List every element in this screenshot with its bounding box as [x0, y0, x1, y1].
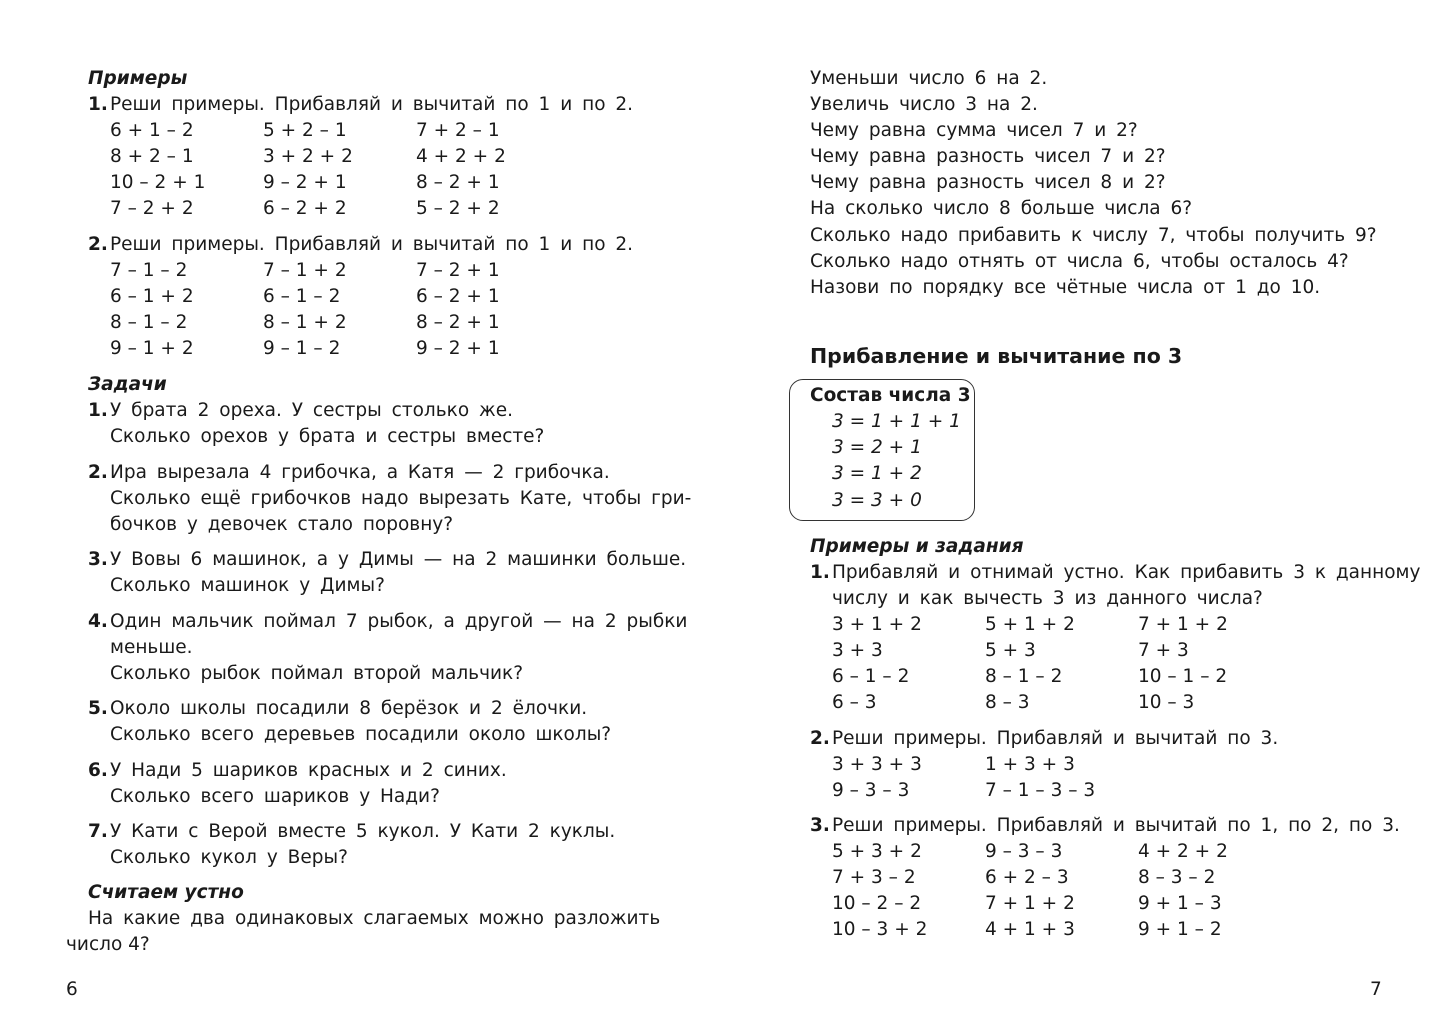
example: 10 – 3: [1138, 692, 1195, 713]
example: 5 + 3: [985, 640, 1036, 661]
exercise-text: Прибавляй и отнимай устно. Как прибавить 3 к данному: [832, 562, 1421, 583]
example: 9 – 2 + 1: [263, 172, 347, 193]
example: 6 – 2 + 2: [263, 198, 347, 219]
page-number: 6: [66, 979, 78, 1000]
example: 9 + 1 – 2: [1138, 919, 1222, 940]
example: 7 + 1 + 2: [985, 893, 1075, 914]
example: 3 + 3 + 3: [832, 754, 922, 775]
examples-heading: Примеры и задания: [810, 536, 1024, 557]
example: 10 – 3 + 2: [832, 919, 928, 940]
example: 7 – 1 – 3 – 3: [985, 780, 1096, 801]
question-line: Чему равна разность чисел 7 и 2?: [810, 146, 1166, 167]
page-number: 7: [1370, 979, 1382, 1000]
oral-heading: Считаем устно: [88, 882, 244, 903]
example: 6 – 1 – 2: [832, 666, 910, 687]
example: 6 + 2 – 3: [985, 867, 1069, 888]
exercise-text: Реши примеры. Прибавляй и вычитай по 1, по 2, по 3.: [832, 815, 1400, 836]
task-number: 4.: [88, 611, 108, 632]
example: 8 + 2 – 1: [110, 146, 194, 167]
example: 1 + 3 + 3: [985, 754, 1075, 775]
example: 7 + 3 – 2: [832, 867, 916, 888]
example: 7 + 2 – 1: [416, 120, 500, 141]
task-line: У брата 2 ореха. У сестры столько же.: [110, 400, 513, 421]
example: 8 – 2 + 1: [416, 312, 500, 333]
question-line: На сколько число 8 больше числа 6?: [810, 198, 1193, 219]
example: 4 + 2 + 2: [1138, 841, 1228, 862]
task-line: Сколько всего деревьев посадили около школы?: [110, 724, 612, 745]
example: 7 – 1 – 2: [110, 260, 188, 281]
example: 3 + 2 + 2: [263, 146, 353, 167]
task-line: Сколько ещё грибочков надо вырезать Кате, чтобы гри-: [110, 488, 692, 509]
example: 9 – 2 + 1: [416, 338, 500, 359]
example: 8 – 3 – 2: [1138, 867, 1216, 888]
task-number: 7.: [88, 821, 108, 842]
task-line: Сколько машинок у Димы?: [110, 575, 385, 596]
task-line: меньше.: [110, 637, 193, 658]
example: 8 – 3: [985, 692, 1030, 713]
example: 9 + 1 – 3: [1138, 893, 1222, 914]
examples-heading: Примеры: [88, 68, 188, 89]
task-number: 2.: [88, 462, 108, 483]
exercise-text: Реши примеры. Прибавляй и вычитай по 1 и по 2.: [110, 234, 634, 255]
example: 5 + 3 + 2: [832, 841, 922, 862]
example: 8 – 1 – 2: [110, 312, 188, 333]
example: 9 – 3 – 3: [985, 841, 1063, 862]
question-line: Увеличь число 3 на 2.: [810, 94, 1038, 115]
example: 7 – 2 + 1: [416, 260, 500, 281]
example: 10 – 2 – 2: [832, 893, 922, 914]
example: 10 – 1 – 2: [1138, 666, 1228, 687]
task-line: У Кати с Верой вместе 5 кукол. У Кати 2 куклы.: [110, 821, 616, 842]
task-number: 1.: [88, 400, 108, 421]
example: 6 – 2 + 1: [416, 286, 500, 307]
tasks-heading: Задачи: [88, 374, 167, 395]
task-line: Сколько орехов у брата и сестры вместе?: [110, 426, 545, 447]
question-line: Назови по порядку все чётные числа от 1 до 10.: [810, 277, 1321, 298]
composition-line: 3 = 1 + 2: [832, 463, 922, 484]
composition-line: 3 = 1 + 1 + 1: [832, 411, 961, 432]
task-line: бочков у девочек стало поровну?: [110, 514, 454, 535]
example: 3 + 1 + 2: [832, 614, 922, 635]
exercise-number: 2.: [810, 728, 830, 749]
question-line: Чему равна сумма чисел 7 и 2?: [810, 120, 1138, 141]
example: 7 + 1 + 2: [1138, 614, 1228, 635]
exercise-number: 2.: [88, 234, 108, 255]
example: 7 + 3: [1138, 640, 1189, 661]
example: 9 – 1 – 2: [263, 338, 341, 359]
question-line: Уменьши число 6 на 2.: [810, 68, 1048, 89]
task-line: Около школы посадили 8 берёзок и 2 ёлочки.: [110, 698, 588, 719]
example: 6 – 3: [832, 692, 877, 713]
task-number: 5.: [88, 698, 108, 719]
task-line: Один мальчик поймал 7 рыбок, а другой — на 2 рыбки: [110, 611, 688, 632]
example: 8 – 2 + 1: [416, 172, 500, 193]
example: 5 + 2 – 1: [263, 120, 347, 141]
example: 3 + 3: [832, 640, 883, 661]
example: 6 – 1 – 2: [263, 286, 341, 307]
example: 5 – 2 + 2: [416, 198, 500, 219]
example: 9 – 1 + 2: [110, 338, 194, 359]
composition-title: Состав числа 3: [810, 385, 971, 406]
exercise-text: Реши примеры. Прибавляй и вычитай по 1 и по 2.: [110, 94, 634, 115]
exercise-number: 3.: [810, 815, 830, 836]
exercise-number: 1.: [88, 94, 108, 115]
composition-line: 3 = 2 + 1: [832, 437, 922, 458]
task-line: Сколько кукол у Веры?: [110, 847, 348, 868]
task-line: Ира вырезала 4 грибочка, а Катя — 2 грибочка.: [110, 462, 610, 483]
composition-line: 3 = 3 + 0: [832, 490, 922, 511]
task-line: Сколько всего шариков у Нади?: [110, 786, 440, 807]
task-number: 3.: [88, 549, 108, 570]
example: 9 – 3 – 3: [832, 780, 910, 801]
oral-line: число 4?: [66, 934, 150, 955]
question-line: Чему равна разность чисел 8 и 2?: [810, 172, 1166, 193]
example: 8 – 1 – 2: [985, 666, 1063, 687]
example: 4 + 2 + 2: [416, 146, 506, 167]
exercise-text: числу и как вычесть 3 из данного числа?: [832, 588, 1263, 609]
example: 4 + 1 + 3: [985, 919, 1075, 940]
oral-line: На какие два одинаковых слагаемых можно разложить: [88, 908, 661, 929]
task-line: У Вовы 6 машинок, а у Димы — на 2 машинки больше.: [110, 549, 687, 570]
example: 7 – 2 + 2: [110, 198, 194, 219]
exercise-text: Реши примеры. Прибавляй и вычитай по 3.: [832, 728, 1279, 749]
task-number: 6.: [88, 760, 108, 781]
example: 6 – 1 + 2: [110, 286, 194, 307]
example: 6 + 1 – 2: [110, 120, 194, 141]
example: 10 – 2 + 1: [110, 172, 206, 193]
exercise-number: 1.: [810, 562, 830, 583]
section-title: Прибавление и вычитание по 3: [810, 344, 1183, 368]
example: 5 + 1 + 2: [985, 614, 1075, 635]
question-line: Сколько надо отнять от числа 6, чтобы осталось 4?: [810, 251, 1349, 272]
task-line: Сколько рыбок поймал второй мальчик?: [110, 663, 524, 684]
example: 7 – 1 + 2: [263, 260, 347, 281]
question-line: Сколько надо прибавить к числу 7, чтобы получить 9?: [810, 225, 1377, 246]
example: 8 – 1 + 2: [263, 312, 347, 333]
task-line: У Нади 5 шариков красных и 2 синих.: [110, 760, 507, 781]
